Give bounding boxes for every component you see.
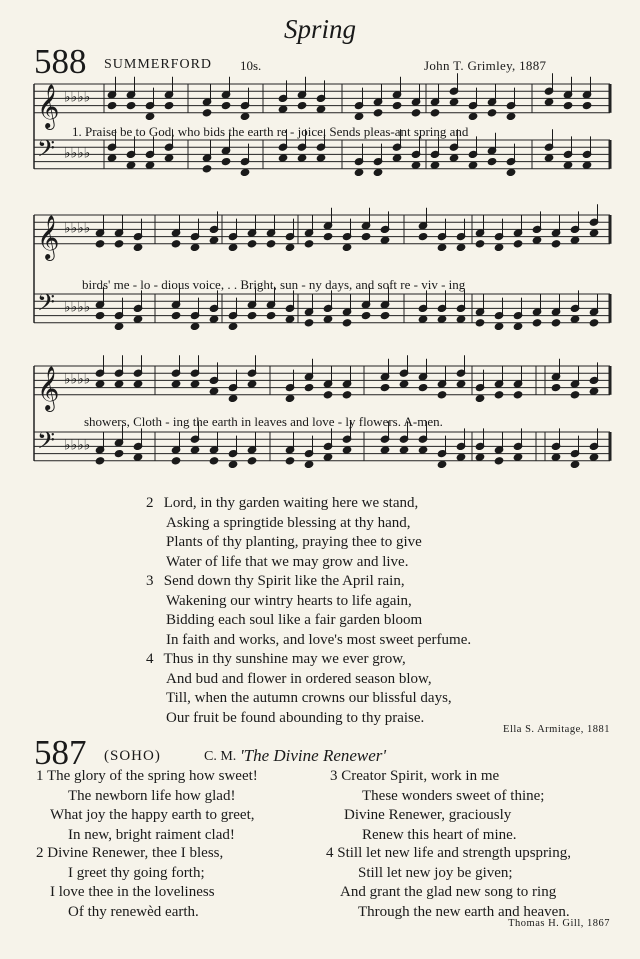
svg-text:♭♭♭♭: ♭♭♭♭ bbox=[64, 145, 91, 162]
svg-text:♭♭♭♭: ♭♭♭♭ bbox=[64, 437, 91, 454]
verse-line: Asking a springtide blessing at thy hand, bbox=[166, 514, 411, 531]
verse-line: Still let new life and strength upspring, bbox=[337, 845, 571, 861]
verse-line: Divine Renewer, thee I bless, bbox=[47, 845, 224, 861]
verse-line: In faith and works, and love's most sweet perfume. bbox=[166, 631, 472, 648]
hymn-title: 'The Divine Renewer' bbox=[240, 746, 387, 765]
verse-line: Till, when the autumn crowns our blissful days, bbox=[166, 690, 452, 706]
lyric-line-1: 1. Praise be to God, who bids the earth re - joice, Sends pleas-ant spring and bbox=[72, 124, 469, 139]
verse-line: The glory of the spring how sweet! bbox=[46, 768, 258, 784]
author-587: Thomas H. Gill, 1867 bbox=[508, 918, 610, 929]
verse-line: Send down thy Spirit like the April rain, bbox=[163, 573, 405, 589]
verse-number: 4 bbox=[326, 845, 334, 861]
svg-text:𝄞: 𝄞 bbox=[37, 83, 60, 128]
svg-text:𝄢: 𝄢 bbox=[37, 134, 56, 168]
author-588: Ella S. Armitage, 1881 bbox=[503, 724, 610, 735]
verse-588-4 bbox=[146, 650, 452, 728]
lyric-line-2: birds' me - lo - dious voice, . . Bright, sun - ny days, and soft re - viv - ing bbox=[82, 277, 466, 292]
tune-name: (SOHO) bbox=[104, 748, 161, 764]
verse-line: Water of life that we may grow and live. bbox=[166, 553, 409, 570]
verse-587-3 bbox=[330, 767, 544, 845]
svg-text:♭♭♭♭: ♭♭♭♭ bbox=[64, 220, 91, 237]
verse-line: In new, bright raiment clad! bbox=[68, 826, 235, 843]
section-title: Spring bbox=[283, 14, 356, 44]
verse-line: Wakening our wintry hearts to life again, bbox=[166, 592, 412, 609]
hymn-number-587: 587 bbox=[34, 733, 87, 772]
svg-text:𝄢: 𝄢 bbox=[37, 426, 56, 460]
verse-line: Creator Spirit, work in me bbox=[341, 768, 500, 784]
verse-number: 1 bbox=[36, 768, 44, 784]
tune-name: SUMMERFORD bbox=[104, 57, 213, 72]
verse-line: Of thy renewèd earth. bbox=[68, 903, 199, 920]
svg-text:𝄢: 𝄢 bbox=[37, 288, 56, 322]
svg-text:♭♭♭♭: ♭♭♭♭ bbox=[64, 299, 91, 316]
verse-line: I greet thy going forth; bbox=[68, 864, 205, 881]
verse-line: And grant the glad new song to ring bbox=[340, 884, 557, 900]
svg-text:𝄞: 𝄞 bbox=[37, 214, 60, 259]
verse-number: 2 bbox=[146, 495, 154, 511]
hymn-number-588: 588 bbox=[34, 42, 87, 81]
verse-588-3 bbox=[146, 572, 471, 650]
verse-line: Bidding each soul like a fair garden bloom bbox=[166, 612, 423, 628]
verse-587-1 bbox=[36, 767, 258, 845]
verse-588-2 bbox=[146, 494, 422, 572]
meter: 10s. bbox=[240, 58, 262, 73]
verse-line: Divine Renewer, graciously bbox=[344, 807, 512, 823]
lyric-line-3: showers, Cloth - ing the earth in leaves and love - ly flowers. A-men. bbox=[84, 414, 443, 429]
verse-line: Through the new earth and heaven. bbox=[358, 903, 570, 920]
svg-text:♭♭♭♭: ♭♭♭♭ bbox=[64, 89, 91, 106]
verse-line: These wonders sweet of thine; bbox=[362, 787, 545, 804]
verse-number: 4 bbox=[146, 651, 154, 667]
verse-line: Renew this heart of mine. bbox=[362, 826, 517, 843]
composer: John T. Grimley, 1887 bbox=[424, 58, 547, 73]
verse-line: Thus in thy sunshine may we ever grow, bbox=[163, 651, 406, 667]
verse-line: Plants of thy planting, praying thee to give bbox=[166, 534, 422, 550]
verse-number: 3 bbox=[330, 768, 338, 784]
verse-line: And bud and flower in ordered season blow, bbox=[166, 670, 432, 687]
verse-line: Still let new joy be given; bbox=[358, 864, 513, 881]
verse-line: The newborn life how glad! bbox=[68, 787, 236, 804]
verse-line: I love thee in the loveliness bbox=[50, 884, 215, 900]
verse-line: Our fruit be found abounding to thy praise. bbox=[166, 709, 425, 726]
verse-number: 2 bbox=[36, 845, 44, 861]
meter: C. M. bbox=[204, 749, 237, 764]
verse-number: 3 bbox=[146, 573, 154, 589]
verse-line: Lord, in thy garden waiting here we stand, bbox=[163, 495, 419, 511]
verse-587-2 bbox=[36, 844, 223, 922]
verse-587-4 bbox=[326, 844, 571, 922]
svg-text:𝄞: 𝄞 bbox=[37, 365, 60, 410]
svg-text:♭♭♭♭: ♭♭♭♭ bbox=[64, 371, 91, 388]
verse-line: What joy the happy earth to greet, bbox=[50, 807, 255, 823]
